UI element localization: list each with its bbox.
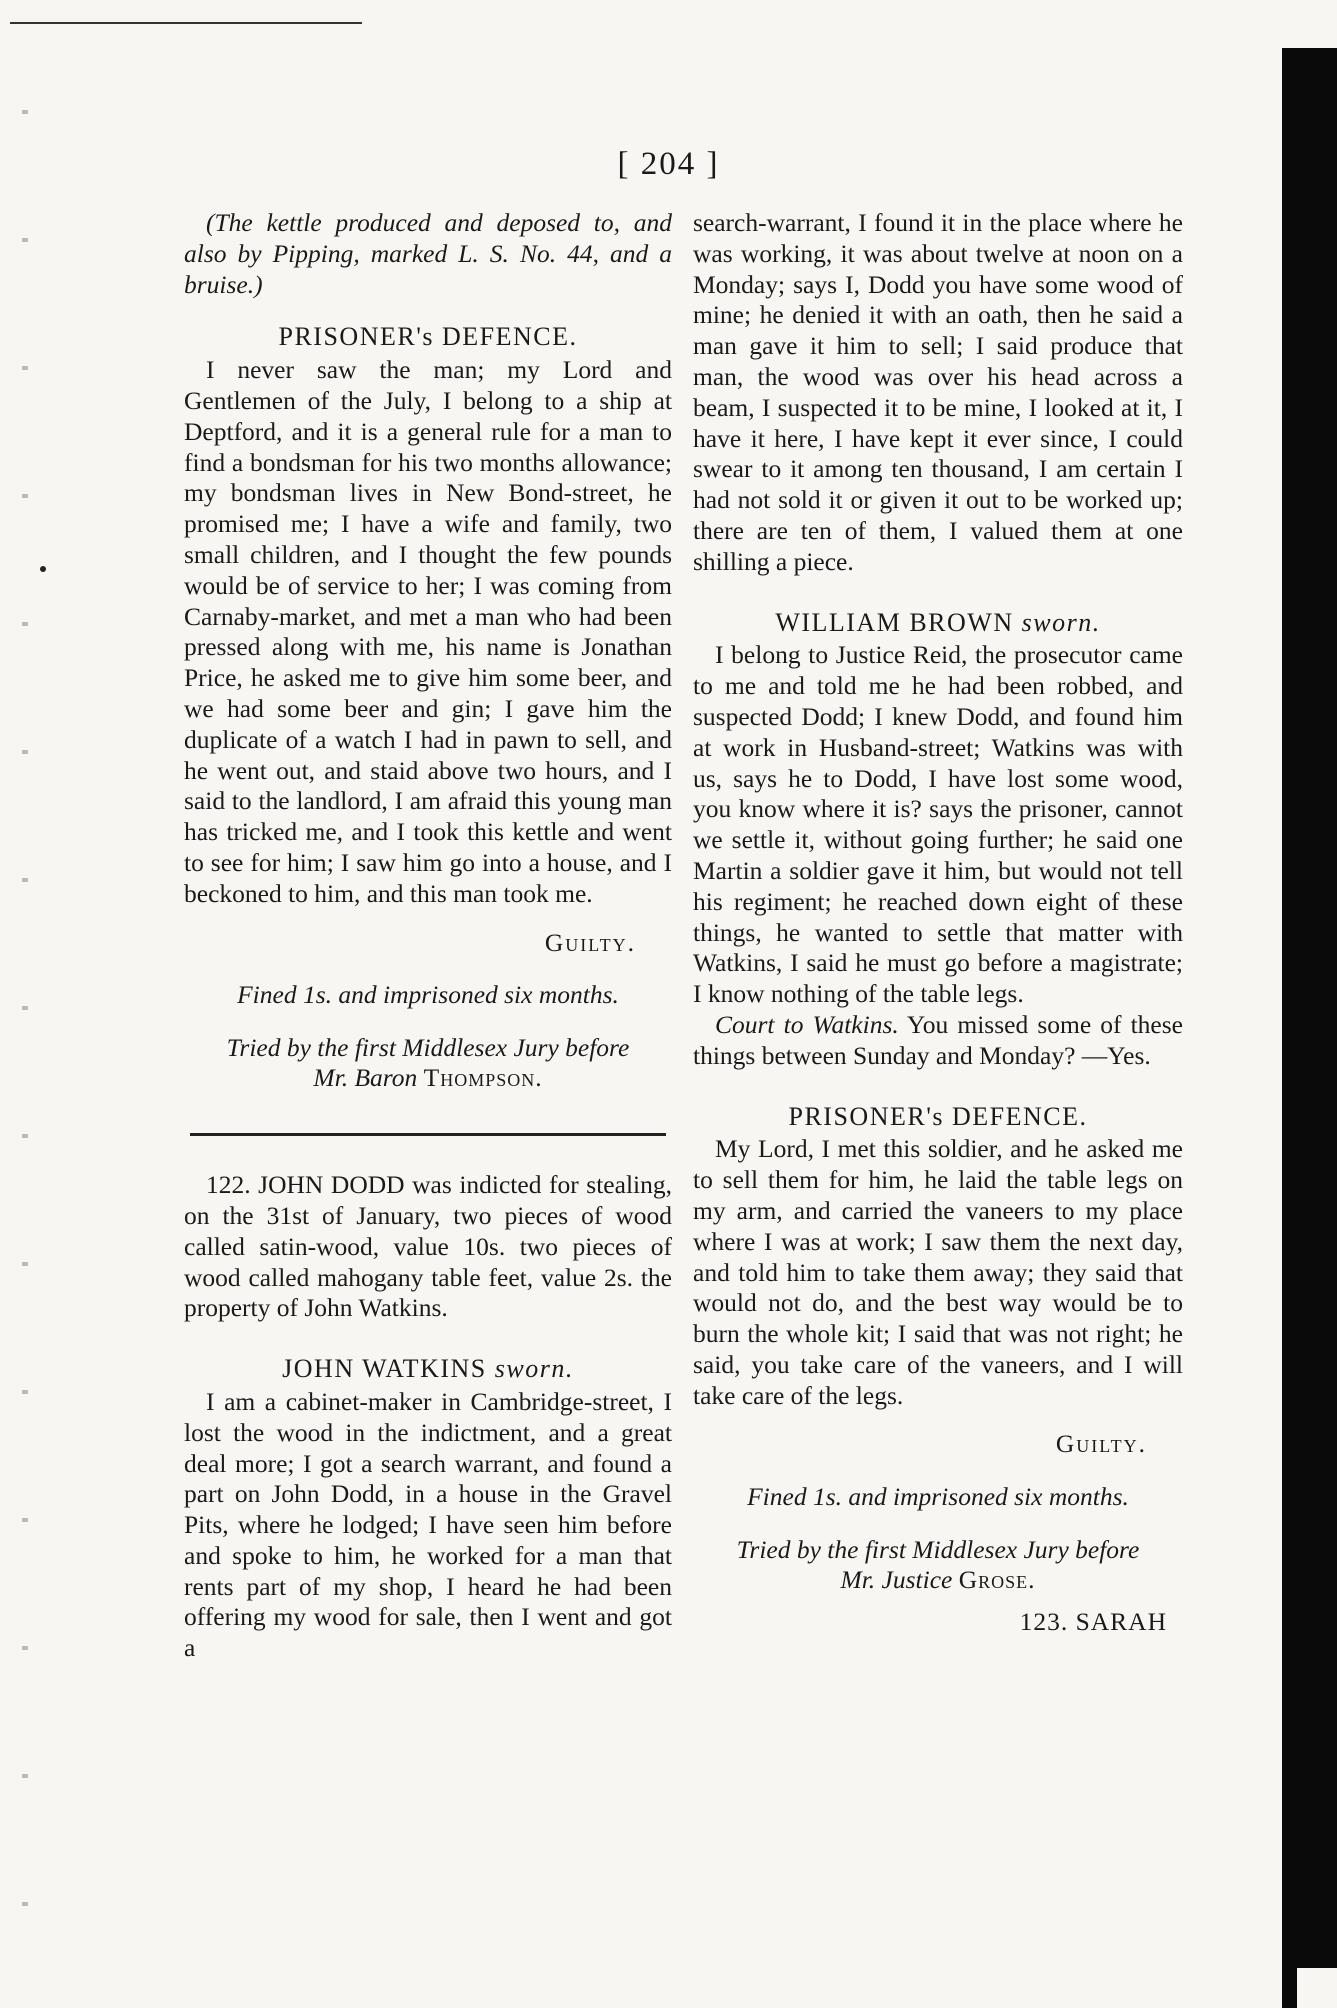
margin-dot: [40, 566, 46, 572]
witness-testimony: I am a cabinet-maker in Cambridge-street, I lost the wood in the indictment, and a great deal more; I got a search warrant, and found a part on John Dodd, in a house in the Gravel Pits, where he lodged; I have seen him before and spoke to him, he worked for a man that rents part of my shop, I heard he had been offering my wood for sale, then I went and got a: [184, 1386, 672, 1663]
exhibit-note: (The kettle produced and deposed to, and also by Pipping, marked L. S. No. 44, and a bruise.): [184, 208, 672, 299]
witness2-sworn: sworn.: [1021, 607, 1101, 637]
sentence-2: Fined 1s. and imprisoned six months.: [747, 1482, 1129, 1512]
defence-text-2: My Lord, I met this soldier, and he asked me to sell them for him, he laid the table legs on my arm, and carried the vaneers to my place where I was at work; I saw them the next day, and told him to take them away; they said that would not do, and the best way would be to burn the whole kit; I said that was not right; he said, you take care of the vaneers, and I will take care of the legs.: [693, 1134, 1183, 1410]
court-question: [693, 1010, 1183, 1072]
catchword: 123. SARAH: [1019, 1607, 1167, 1637]
judge-name: Thompson.: [423, 1063, 543, 1093]
witness-name: JOHN WATKINS: [282, 1354, 487, 1384]
witness-heading: [184, 1354, 672, 1385]
right-column: [693, 208, 1183, 1638]
witness-sworn: sworn.: [494, 1354, 574, 1384]
margin-speckles: [22, 40, 28, 1960]
witness2-testimony: I belong to Justice Reid, the prosecutor came to me and told me he had been robbed, and suspected Dodd; I knew Dodd, and found him at work in Husband-street; Watkins was with us, says he to Dodd, I have lost some wood, you know where it is? says the prisoner, cannot we settle it, without going further; he said one Martin a soldier gave it him, but would not tell his regiment; he reached down eight of these things, he wanted to settle that matter with Watkins, I said he must go before a magistrate; I know nothing of the table legs.: [693, 640, 1183, 1009]
judge-title: Mr. Baron: [313, 1063, 418, 1093]
court-label: Court to Watkins.: [715, 1009, 899, 1039]
trial-note: [184, 1033, 672, 1093]
judge-name-2: Grose.: [958, 1565, 1036, 1595]
trial-note-2: [693, 1535, 1183, 1595]
top-rule: [10, 22, 362, 24]
trial-note-2-line1: Tried by the first Middlesex Jury before: [736, 1535, 1140, 1565]
left-column: [184, 208, 672, 1664]
scan-edge-shadow: [1282, 48, 1337, 2008]
page-number: [ 204 ]: [617, 146, 720, 182]
verdict-2: Guilty.: [1055, 1429, 1147, 1459]
testimony-continuation: search-warrant, I found it in the place where he was working, it was about twelve at noon on a Monday; says I, Dodd you have some wood of mine; he denied it with an oath, then he said a man gave it him to sell; I said produce that man, the wood was over his head across a beam, I suspected it to be mine, I looked at it, I have it here, I have kept it ever since, I could swear to it among ten thousand, I am certain I had not sold it or given it out to be worked up; there are ten of them, I valued them at one shilling a piece.: [693, 208, 1183, 576]
court-text: You missed some of these things between Sunday and Monday? —Yes.: [693, 1009, 1183, 1070]
trial-note-line1: Tried by the first Middlesex Jury before: [226, 1033, 630, 1063]
witness2-name: WILLIAM BROWN: [775, 607, 1014, 637]
case-statement: 122. JOHN DODD was indicted for stealing, on the 31st of January, two pieces of wood called satin-wood, value 10s. two pieces of wood called mahogany table feet, value 2s. the property of John Watkins.: [184, 1170, 672, 1323]
defence-text: I never saw the man; my Lord and Gentlemen of the July, I belong to a ship at Deptford, and it is a general rule for a man to find a bondsman for his two months allowance; my bondsman lives in New Bond-street, he promised me; I have a wife and family, two small children, and I thought the few pounds would be of service to her; I was coming from Carnaby-market, and met a man who had been pressed along with me, his name is Jonathan Price, he asked me to give him some beer, and we had some beer and gin; I gave him the duplicate of a watch I had in pawn to sell, and he went out, and staid above two hours, and I said to the landlord, I am afraid this young man has tricked me, and I took this kettle and went to see for him; I saw him go into a house, and I beckoned to him, and this man took me.: [184, 355, 672, 908]
sentence: Fined 1s. and imprisoned six months.: [237, 980, 619, 1010]
defence-heading: PRISONER's DEFENCE.: [278, 322, 578, 352]
witness2-heading: [693, 608, 1183, 639]
judge-title-2: Mr. Justice: [840, 1565, 953, 1595]
verdict: Guilty.: [544, 927, 636, 957]
defence-heading-2: PRISONER's DEFENCE.: [788, 1101, 1088, 1131]
section-divider: [190, 1133, 666, 1136]
